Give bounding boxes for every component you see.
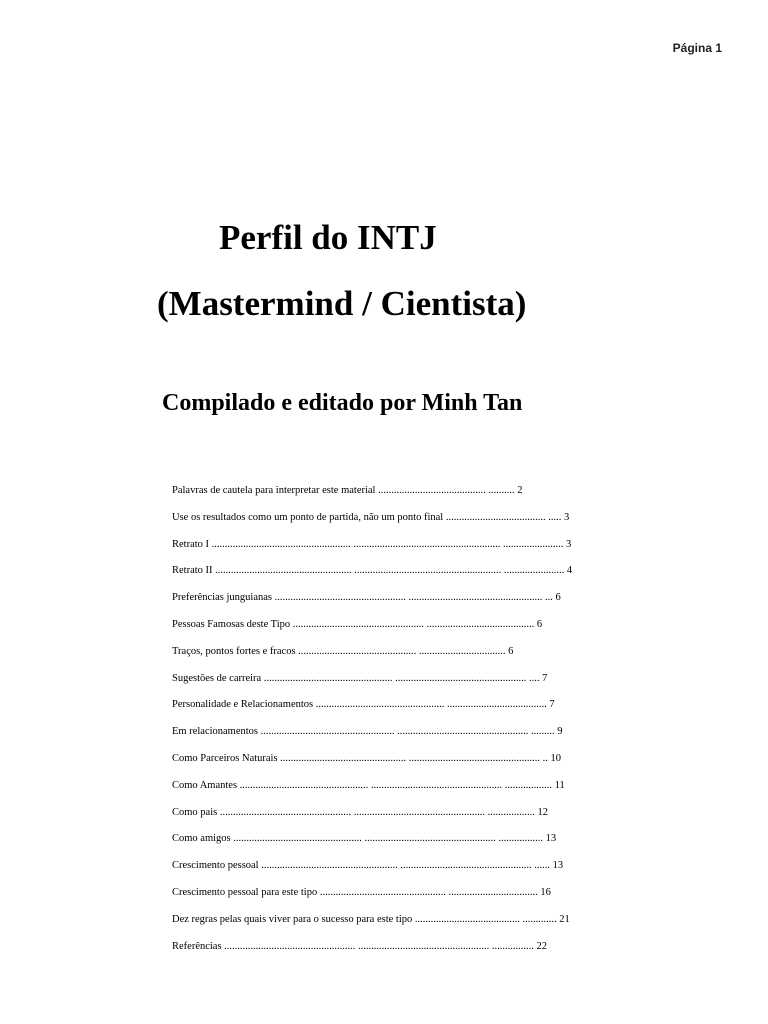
toc-entry[interactable]: Em relacionamentos ................................................... .................................................. ......... 9 [172,726,563,738]
toc-entry[interactable]: Preferências junguianas .................................................. ................................................... ... 6 [172,592,561,604]
toc-entry[interactable]: Como Amantes ................................................. .................................................. .................. 11 [172,779,565,791]
toc-entry[interactable]: Palavras de cautela para interpretar este material ......................................... .......... 2 [172,485,523,496]
toc-entry[interactable]: Crescimento pessoal para este tipo ................................................ .................................. 16 [172,886,551,898]
toc-entry[interactable]: Use os resultados como um ponto de partida, não um ponto final ...................................... ..... 3 [172,511,570,523]
toc-entry[interactable]: Pessoas Famosas deste Tipo .................................................. ......................................... 6 [172,618,543,630]
toc-entry[interactable]: Como pais .................................................. .................................................. .................. 12 [172,806,548,818]
toc-entry[interactable]: Como Parceiros Naturais ................................................ .................................................. .. 10 [172,752,562,764]
toc-entry[interactable]: Retrato II .................................................... ........................................................ ....................... 4 [172,565,573,577]
toc-entry[interactable]: Referências .................................................. .................................................. ................ 22 [172,940,548,952]
toc-entry[interactable]: Traços, pontos fortes e fracos ............................................. ................................. 6 [172,645,514,657]
page-number: Página 1 [672,41,722,55]
document-title-secondary: (Mastermind / Cientista) [157,284,527,323]
toc-entry[interactable]: Crescimento pessoal .................................................... .................................................. ...... 13 [172,860,564,872]
toc-entry[interactable]: Como amigos ................................................. .................................................. ................. 13 [172,833,557,845]
toc-entry[interactable]: Dez regras pelas quais viver para o sucesso para este tipo ........................................ ............. 21 [172,913,570,925]
toc-entry[interactable]: Sugestões de carreira ................................................. .................................................. .... 7 [172,672,548,684]
toc-entry[interactable]: Personalidade e Relacionamentos ................................................. ...................................... 7 [172,699,555,711]
document-subtitle: Compilado e editado por Minh Tan [162,390,523,416]
toc-entry[interactable]: Retrato I ..................................................... ........................................................ ....................... 3 [172,538,572,550]
document-title: Perfil do INTJ [219,218,437,257]
table-of-contents [172,484,632,966]
